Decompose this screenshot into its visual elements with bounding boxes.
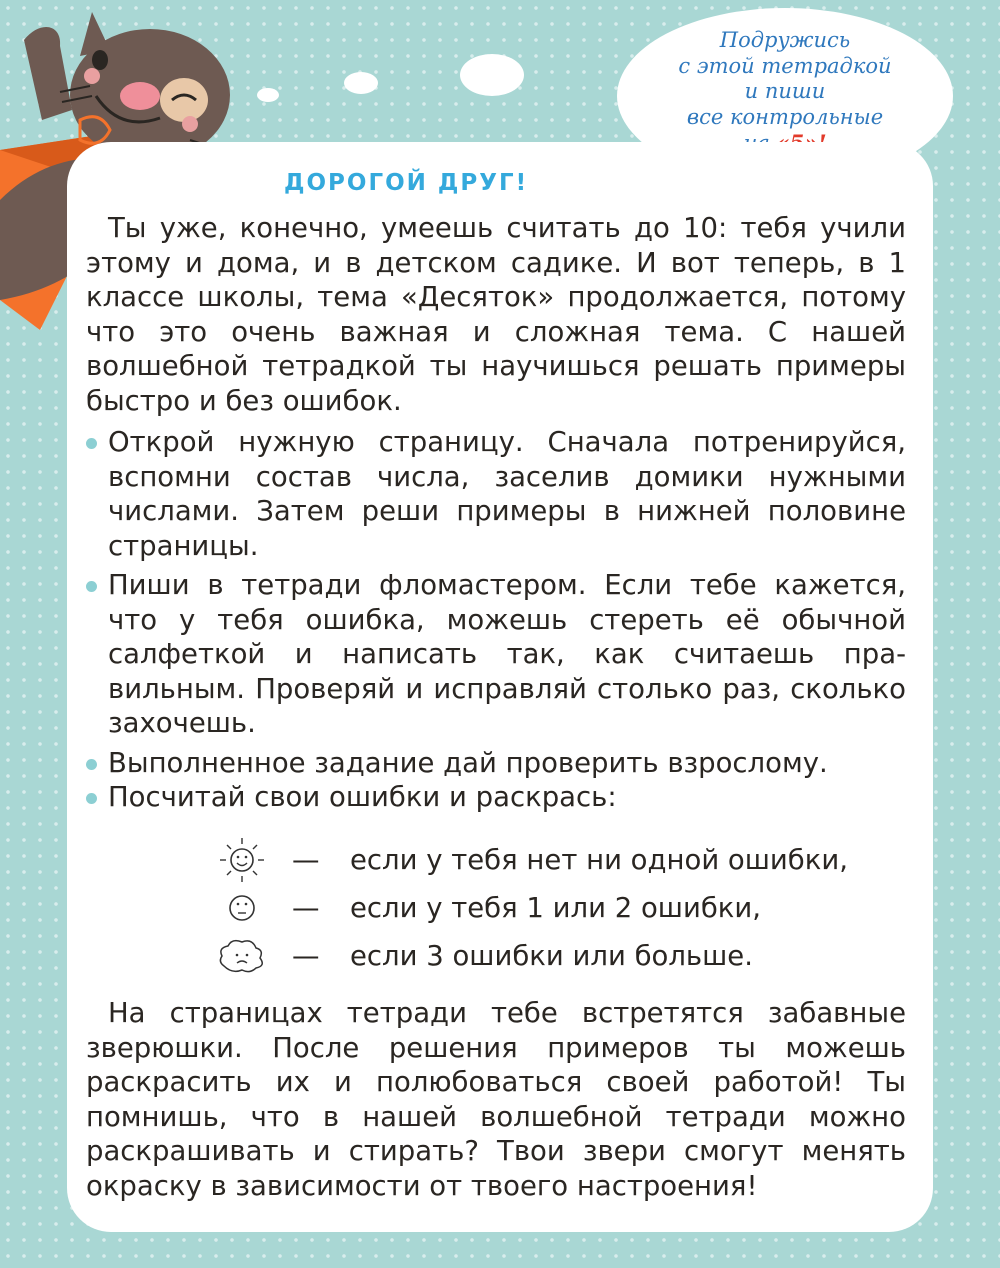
list-item	[86, 746, 906, 781]
legend-text: если у тебя нет ни одной ошибки,	[350, 844, 848, 876]
legend-dash: —	[292, 892, 320, 924]
bubble-line: все контрольные	[686, 104, 884, 129]
list-item-text: Открой нужную страницу. Сначала потренируйся, вспомни состав числа, заселив домики нужными числами. Затем реши примеры в нижней половине страницы.	[108, 426, 906, 562]
list-item	[86, 780, 906, 815]
mood-legend	[210, 830, 910, 980]
cloud-face-icon	[210, 932, 270, 980]
legend-dash: —	[292, 940, 320, 972]
bubble-text	[580, 28, 990, 157]
page-title: ДОРОГОЙ ДРУГ!	[284, 170, 529, 196]
intro-paragraph: Ты уже, конечно, умеешь считать до 10: тебя учили этому и дома, и в детском садике. И вот теперь, в 1 классе школы, тема «Десяток» продолжается, потому что это очень важная и сложная тема. С нашей волшебной тетрадкой ты научишься решать примеры быстро и без ошибок.	[86, 212, 906, 417]
list-item	[86, 568, 906, 741]
bullet-icon	[86, 581, 97, 592]
thought-dot-small	[257, 88, 279, 102]
legend-text: если 3 ошибки или больше.	[350, 940, 753, 972]
bullet-icon	[86, 438, 97, 449]
bubble-line: Подружись	[719, 28, 851, 52]
legend-row	[210, 884, 910, 932]
bullet-icon	[86, 759, 97, 770]
instruction-list	[86, 425, 906, 820]
legend-row	[210, 836, 910, 884]
list-item	[86, 425, 906, 563]
bubble-line: с этой тетрадкой	[678, 53, 892, 78]
bullet-icon	[86, 793, 97, 804]
bubble-line: и пиши	[744, 79, 826, 103]
legend-row	[210, 932, 910, 980]
list-item-text: Посчитай свои ошибки и раскрась:	[108, 781, 617, 813]
legend-dash: —	[292, 844, 320, 876]
neutral-face-icon	[210, 884, 270, 932]
sun-face-icon	[210, 836, 270, 884]
list-item-text: Выполненное задание дай проверить взрослому.	[108, 746, 828, 779]
outro-paragraph: На страницах тетради тебе встретятся забавные зверюшки. После решения примеров ты можешь раскрасить их и полюбоваться своей работой! Ты помнишь, что в нашей волшебной тетради можно раскрашивать и стирать? Твои звери смогут менять окраску в зависимости от твоего настроения!	[86, 997, 906, 1202]
thought-dot-large	[460, 54, 524, 96]
thought-dot-medium	[344, 72, 378, 94]
legend-text: если у тебя 1 или 2 ошибки,	[350, 892, 762, 924]
list-item-text: Пиши в тетради фломастером. Если тебе кажется, что у тебя ошибка, можешь стереть её обычной салфеткой и написать так, как считаешь правильным. Проверяй и исправляй столько раз, сколько захочешь.	[108, 569, 906, 739]
